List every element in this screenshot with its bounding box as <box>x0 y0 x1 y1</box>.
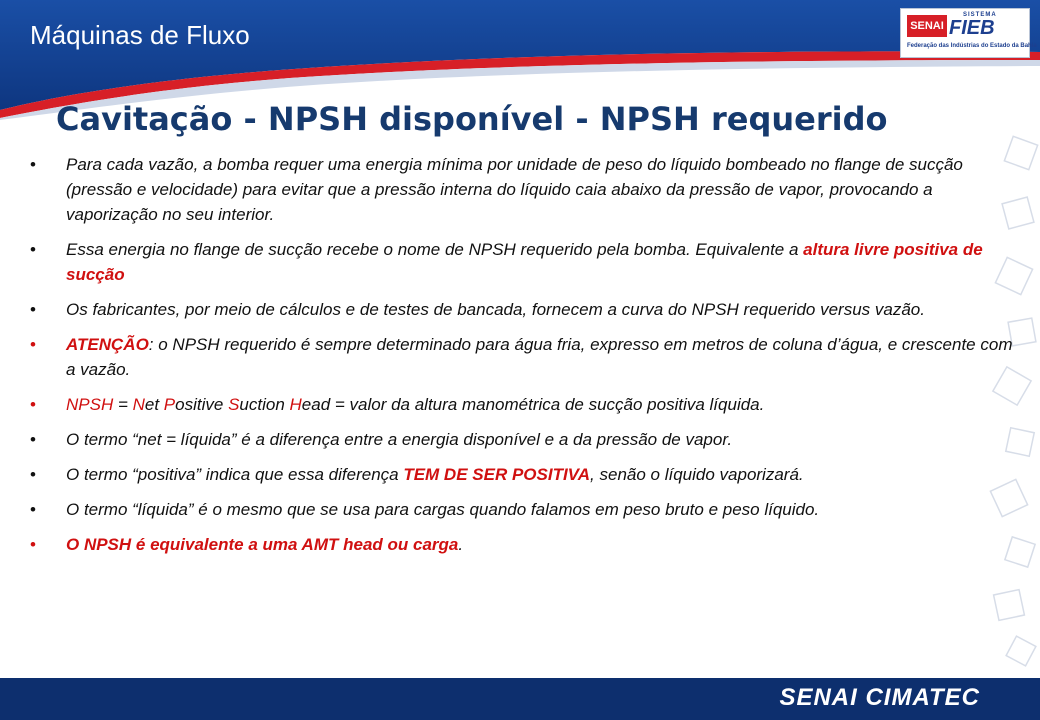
list-item <box>30 152 1015 227</box>
list-item <box>30 462 1015 487</box>
logo-sistema-label: SISTEMA <box>963 12 997 18</box>
footer-brand: SENAI CIMATEC <box>779 684 980 711</box>
logo-fieb-text: FIEB <box>949 17 995 39</box>
list-item <box>30 332 1015 382</box>
bullet-dot: • <box>30 300 36 319</box>
bullet-dot: • <box>30 465 36 484</box>
course-title: Máquinas de Fluxo <box>30 20 250 50</box>
bullet-text: Os fabricantes, por meio de cálculos e de testes de bancada, fornecem a curva do NPSH requerido versus vazão. <box>66 300 925 319</box>
bullet-dot: • <box>30 535 36 554</box>
bullet-text: O termo “net = líquida” é a diferença entre a energia disponível e a da pressão de vapor. <box>66 430 733 449</box>
bullet-text: O termo “líquida” é o mesmo que se usa para cargas quando falamos em peso bruto e peso líquido. <box>66 500 820 519</box>
bullet-text: et <box>144 395 164 414</box>
bullet-text: O termo “positiva” indica que essa diferença <box>66 465 404 484</box>
letter-n: N <box>132 395 145 414</box>
list-item <box>30 427 1015 452</box>
bullet-list <box>30 152 1015 567</box>
letter-s: S <box>228 395 240 414</box>
bullet-dot: • <box>30 335 36 354</box>
bullet-text: . <box>458 535 464 554</box>
list-item <box>30 497 1015 522</box>
bullet-text: ositive <box>175 395 229 414</box>
bullet-text: = <box>113 395 133 414</box>
bullet-text: , senão o líquido vaporizará. <box>590 465 804 484</box>
bullet-text: Essa energia no flange de sucção recebe o nome de NPSH requerido pela bomba. Equivalente a <box>66 240 804 259</box>
letter-h: H <box>289 395 302 414</box>
list-item <box>30 392 1015 417</box>
senai-logo-mark: SENAI <box>907 15 947 37</box>
list-item <box>30 532 1015 557</box>
bullet-dot: • <box>30 500 36 519</box>
bullet-text: uction <box>239 395 290 414</box>
bullet-text: Para cada vazão, a bomba requer uma energia mínima por unidade de peso do líquido bombeado no flange de sucção (pressão e velocidade) para evitar que a pressão interna do líquido caia abaixo da pressão de vapor, provocando a vaporização no seu interior. <box>66 155 963 224</box>
bullet-text: ead = valor da altura manométrica de sucção positiva líquida. <box>301 395 765 414</box>
bullet-dot: • <box>30 240 36 259</box>
logo-subtitle: Federação das Indústrias do Estado da Bahia <box>907 43 1037 49</box>
highlight-text: TEM DE SER POSITIVA <box>403 465 591 484</box>
attention-label: ATENÇÃO <box>66 335 149 354</box>
bullet-dot: • <box>30 395 36 414</box>
slide-title: Cavitação - NPSH disponível - NPSH requerido <box>56 100 888 138</box>
npsh-label: NPSH <box>66 395 114 414</box>
letter-p: P <box>163 395 176 414</box>
bullet-text: : o NPSH requerido é sempre determinado para água fria, expresso em metros de coluna d’água, e crescente com a vazão. <box>66 335 1013 379</box>
highlight-text: altura livre positiva de sucção <box>66 240 983 284</box>
list-item <box>30 237 1015 287</box>
bullet-dot: • <box>30 155 36 174</box>
list-item <box>30 297 1015 322</box>
bullet-dot: • <box>30 430 36 449</box>
highlight-text: O NPSH é equivalente a uma AMT head ou carga <box>66 535 459 554</box>
